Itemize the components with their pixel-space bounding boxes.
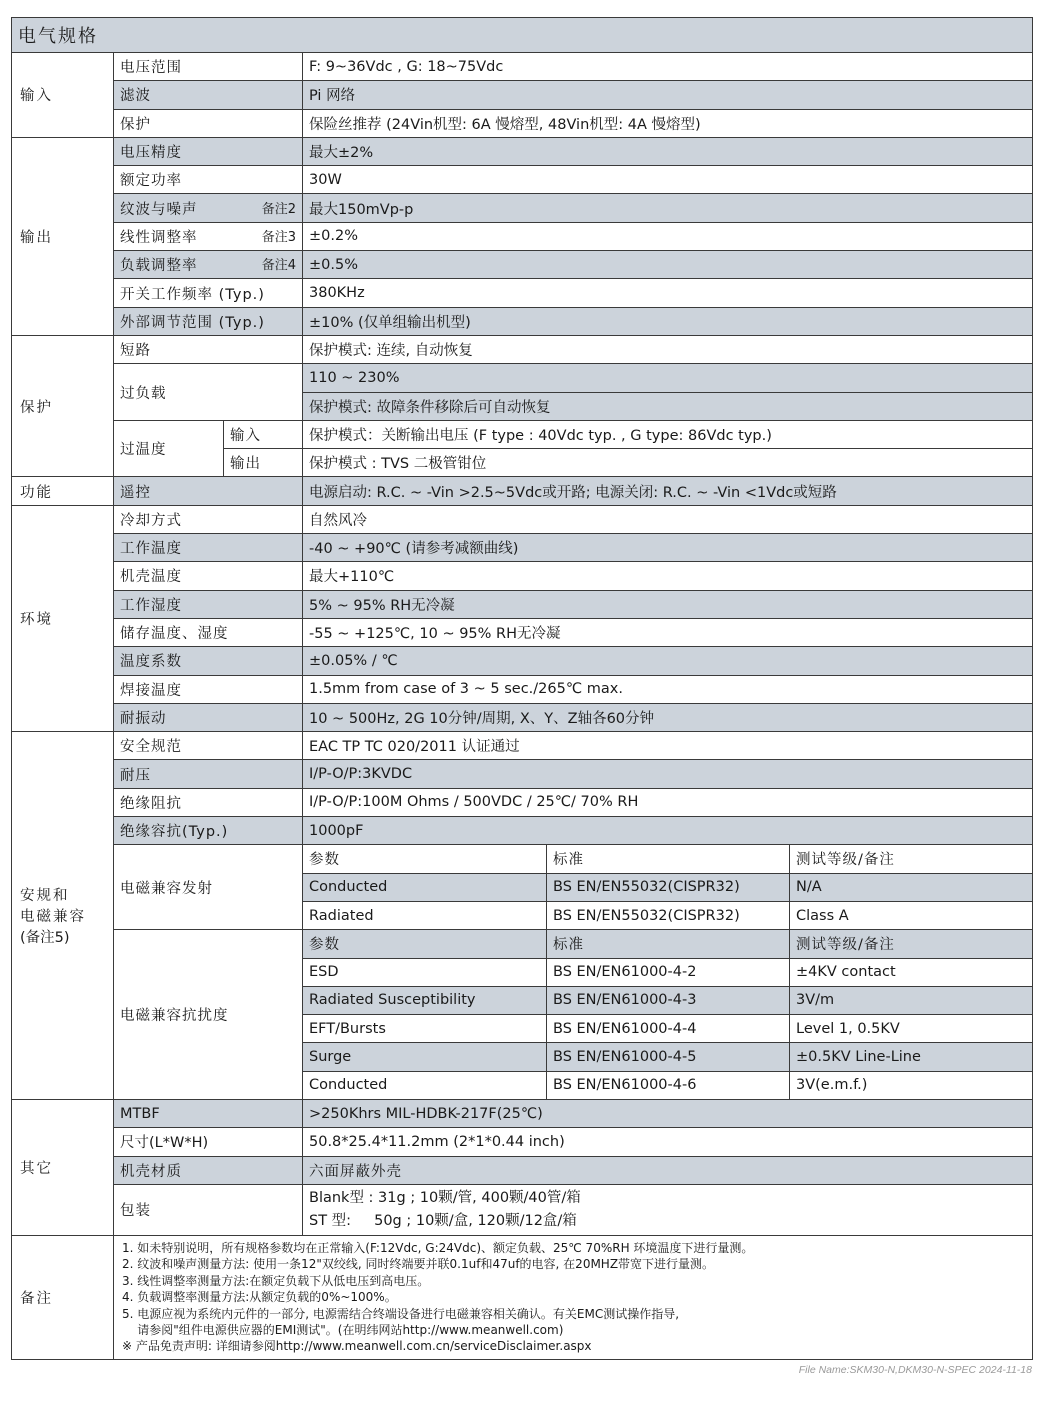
emi-label: 电磁兼容发射: [114, 845, 303, 930]
ems-cell: ESD: [303, 958, 547, 986]
others-case-row: [12, 1156, 1033, 1184]
output-row: [12, 307, 1033, 335]
input-protection-label: 保护: [114, 109, 303, 137]
output-value: 最大±2%: [303, 137, 1033, 165]
emi-cell: Radiated: [303, 901, 547, 929]
others-pack-row: [12, 1184, 1033, 1235]
notes-row: [12, 1235, 1033, 1359]
safety-label: 绝缘容抗(Typ.): [114, 817, 303, 845]
ems-cell: Radiated Susceptibility: [303, 986, 547, 1014]
emi-header-row: [12, 845, 1033, 873]
protection-overload-row: [12, 364, 1033, 392]
environment-label: 储存温度、湿度: [114, 618, 303, 646]
emi-header-cell: 标准: [547, 845, 790, 873]
short-circuit-value: 保护模式: 连续, 自动恢复: [303, 335, 1033, 363]
emi-cell: Conducted: [303, 873, 547, 901]
overload-label: 过负载: [114, 364, 303, 421]
emi-cell: BS EN/EN55032(CISPR32): [547, 901, 790, 929]
overtemp-input-label: 输入: [224, 420, 303, 448]
note-reference: 备注3: [261, 229, 296, 245]
environment-label: 耐振动: [114, 703, 303, 731]
note-line: 请参阅"组件电源供应器的EMI测试"。(在明纬网站http://www.meanwell.com): [122, 1322, 564, 1337]
function-category: 功能: [12, 477, 114, 505]
environment-label: 冷却方式: [114, 505, 303, 533]
others-category: 其它: [12, 1099, 114, 1235]
notes-list: [114, 1235, 1033, 1359]
output-label: 额定功率: [114, 166, 303, 194]
emi-cell: Class A: [790, 901, 1033, 929]
packing-value: Blank型 : 31g ; 10颗/管, 400颗/40管/箱 ST 型: 50g ; 10颗/盒, 120颗/12盒/箱: [303, 1184, 1033, 1235]
safety-row: [12, 760, 1033, 788]
protection-short-row: [12, 335, 1033, 363]
ems-header-cell: 测试等级/备注: [790, 930, 1033, 958]
emi-cell: BS EN/EN55032(CISPR32): [547, 873, 790, 901]
others-mtbf-row: [12, 1099, 1033, 1127]
environment-value: 最大+110℃: [303, 562, 1033, 590]
ems-cell: 3V(e.m.f.): [790, 1071, 1033, 1099]
protection-overtemp-input-row: [12, 420, 1033, 448]
overtemp-output-label: 输出: [224, 449, 303, 477]
emi-cell: N/A: [790, 873, 1033, 901]
ems-cell: ±4KV contact: [790, 958, 1033, 986]
environment-value: -55 ~ +125℃, 10 ~ 95% RH无冷凝: [303, 618, 1033, 646]
output-label: 外部调节范围 (Typ.): [114, 307, 303, 335]
environment-category: 环境: [12, 505, 114, 731]
input-category: 输入: [12, 53, 114, 138]
overtemp-input-value: 保护模式：关断输出电压 (F type : 40Vdc typ. , G type: 86Vdc typ.): [303, 420, 1033, 448]
safety-value: 1000pF: [303, 817, 1033, 845]
ems-header-cell: 参数: [303, 930, 547, 958]
environment-label: 工作温度: [114, 534, 303, 562]
output-row: [12, 166, 1033, 194]
safety-row: [12, 817, 1033, 845]
environment-row: [12, 618, 1033, 646]
output-label: 负载调整率 备注4: [114, 251, 303, 279]
environment-row: [12, 590, 1033, 618]
section-title: 电气规格: [12, 18, 1033, 53]
output-row: [12, 222, 1033, 250]
overtemp-output-value: 保护模式 : TVS 二极管钳位: [303, 449, 1033, 477]
environment-value: 5% ~ 95% RH无冷凝: [303, 590, 1033, 618]
input-voltage-value: F: 9~36Vdc , G: 18~75Vdc: [303, 53, 1033, 81]
ems-cell: Conducted: [303, 1071, 547, 1099]
safety-label: 安全规范: [114, 732, 303, 760]
safety-category: 安规和 电磁兼容 (备注5): [12, 732, 114, 1100]
note-line: 2. 纹波和噪声测量方法: 使用一条12"双绞线, 同时终端要并联0.1uf和47uf的电容, 在20MHZ带宽下进行量测。: [122, 1257, 715, 1272]
others-size-row: [12, 1128, 1033, 1156]
environment-row: [12, 534, 1033, 562]
environment-row: [12, 505, 1033, 533]
output-value: ±10% (仅单组输出机型): [303, 307, 1033, 335]
input-voltage-label: 电压范围: [114, 53, 303, 81]
mtbf-value: >250Khrs MIL-HDBK-217F(25℃): [303, 1099, 1033, 1127]
overtemp-label: 过温度: [114, 420, 224, 477]
ems-cell: BS EN/EN61000-4-4: [547, 1015, 790, 1043]
safety-value: I/P-O/P:3KVDC: [303, 760, 1033, 788]
ems-cell: BS EN/EN61000-4-5: [547, 1043, 790, 1071]
output-value: 30W: [303, 166, 1033, 194]
output-row: [12, 137, 1033, 165]
ems-cell: BS EN/EN61000-4-2: [547, 958, 790, 986]
case-material-value: 六面屏蔽外壳: [303, 1156, 1033, 1184]
output-value: ±0.5%: [303, 251, 1033, 279]
ems-cell: Surge: [303, 1043, 547, 1071]
input-filter-label: 滤波: [114, 81, 303, 109]
input-protection-row: [12, 109, 1033, 137]
size-label: 尺寸(L*W*H): [114, 1128, 303, 1156]
overload-range-value: 110 ~ 230%: [303, 364, 1033, 392]
note-line: 1. 如未特别说明，所有规格参数均在正常输入(F:12Vdc, G:24Vdc)、额定负载、25℃ 70%RH 环境温度下进行量测。: [122, 1240, 754, 1255]
note-line: 3. 线性调整率测量方法:在额定负载下从低电压到高电压。: [122, 1273, 430, 1288]
environment-value: -40 ~ +90℃ (请参考减额曲线): [303, 534, 1033, 562]
environment-value: ±0.05% / ℃: [303, 647, 1033, 675]
safety-value: I/P-O/P:100M Ohms / 500VDC / 25℃/ 70% RH: [303, 788, 1033, 816]
safety-label: 绝缘阻抗: [114, 788, 303, 816]
input-filter-row: [12, 81, 1033, 109]
case-material-label: 机壳材质: [114, 1156, 303, 1184]
safety-value: EAC TP TC 020/2011 认证通过: [303, 732, 1033, 760]
short-circuit-label: 短路: [114, 335, 303, 363]
remote-label: 遥控: [114, 477, 303, 505]
safety-row: [12, 788, 1033, 816]
note-line: 4. 负载调整率测量方法:从额定负载的0%~100%。: [122, 1290, 397, 1305]
ems-cell: BS EN/EN61000-4-3: [547, 986, 790, 1014]
output-value: 最大150mVp-p: [303, 194, 1033, 222]
output-label: 纹波与噪声 备注2: [114, 194, 303, 222]
output-row: [12, 194, 1033, 222]
output-category: 输出: [12, 137, 114, 335]
ems-cell: 3V/m: [790, 986, 1033, 1014]
output-label: 开关工作频率 (Typ.): [114, 279, 303, 307]
note-reference: 备注2: [261, 201, 296, 217]
notes-category: 备注: [12, 1235, 114, 1359]
output-label: 电压精度: [114, 137, 303, 165]
emi-header-cell: 参数: [303, 845, 547, 873]
environment-row: [12, 562, 1033, 590]
output-value: 380KHz: [303, 279, 1033, 307]
environment-label: 机壳温度: [114, 562, 303, 590]
function-row: [12, 477, 1033, 505]
note-line: 5. 电源应视为系统内元件的一部分, 电源需结合终端设备进行电磁兼容相关确认。有关EMC测试操作指导,: [122, 1306, 680, 1321]
output-row: [12, 251, 1033, 279]
spec-table: [11, 17, 1033, 1360]
size-value: 50.8*25.4*11.2mm (2*1*0.44 inch): [303, 1128, 1033, 1156]
ems-header-row: [12, 930, 1033, 958]
output-row: [12, 279, 1033, 307]
mtbf-label: MTBF: [114, 1099, 303, 1127]
output-label: 线性调整率 备注3: [114, 222, 303, 250]
ems-cell: ±0.5KV Line-Line: [790, 1043, 1033, 1071]
environment-value: 10 ~ 500Hz, 2G 10分钟/周期, X、Y、Z轴各60分钟: [303, 703, 1033, 731]
environment-value: 自然风冷: [303, 505, 1033, 533]
environment-row: [12, 675, 1033, 703]
title-row: [12, 18, 1033, 53]
packing-label: 包装: [114, 1184, 303, 1235]
remote-value: 电源启动: R.C. ~ -Vin >2.5~5Vdc或开路; 电源关闭: R.C. ~ -Vin <1Vdc或短路: [303, 477, 1033, 505]
ems-cell: EFT/Bursts: [303, 1015, 547, 1043]
protection-category: 保护: [12, 335, 114, 476]
safety-row: [12, 732, 1033, 760]
input-voltage-row: [12, 53, 1033, 81]
input-filter-value: Pi 网络: [303, 81, 1033, 109]
file-name-footer: File Name:SKM30-N,DKM30-N-SPEC 2024-11-18: [798, 1364, 1032, 1376]
environment-label: 温度系数: [114, 647, 303, 675]
environment-value: 1.5mm from case of 3 ~ 5 sec./265℃ max.: [303, 675, 1033, 703]
input-protection-value: 保险丝推荐 (24Vin机型: 6A 慢熔型, 48Vin机型: 4A 慢熔型): [303, 109, 1033, 137]
environment-row: [12, 703, 1033, 731]
safety-label: 耐压: [114, 760, 303, 788]
overload-mode-value: 保护模式: 故障条件移除后可自动恢复: [303, 392, 1033, 420]
environment-label: 工作湿度: [114, 590, 303, 618]
ems-label: 电磁兼容抗扰度: [114, 930, 303, 1100]
ems-cell: Level 1, 0.5KV: [790, 1015, 1033, 1043]
environment-row: [12, 647, 1033, 675]
note-reference: 备注4: [261, 258, 296, 274]
ems-cell: BS EN/EN61000-4-6: [547, 1071, 790, 1099]
environment-label: 焊接温度: [114, 675, 303, 703]
ems-header-cell: 标准: [547, 930, 790, 958]
note-line: ※ 产品免责声明: 详细请参阅http://www.meanwell.com.cn/serviceDisclaimer.aspx: [122, 1339, 592, 1354]
emi-header-cell: 测试等级/备注: [790, 845, 1033, 873]
output-value: ±0.2%: [303, 222, 1033, 250]
